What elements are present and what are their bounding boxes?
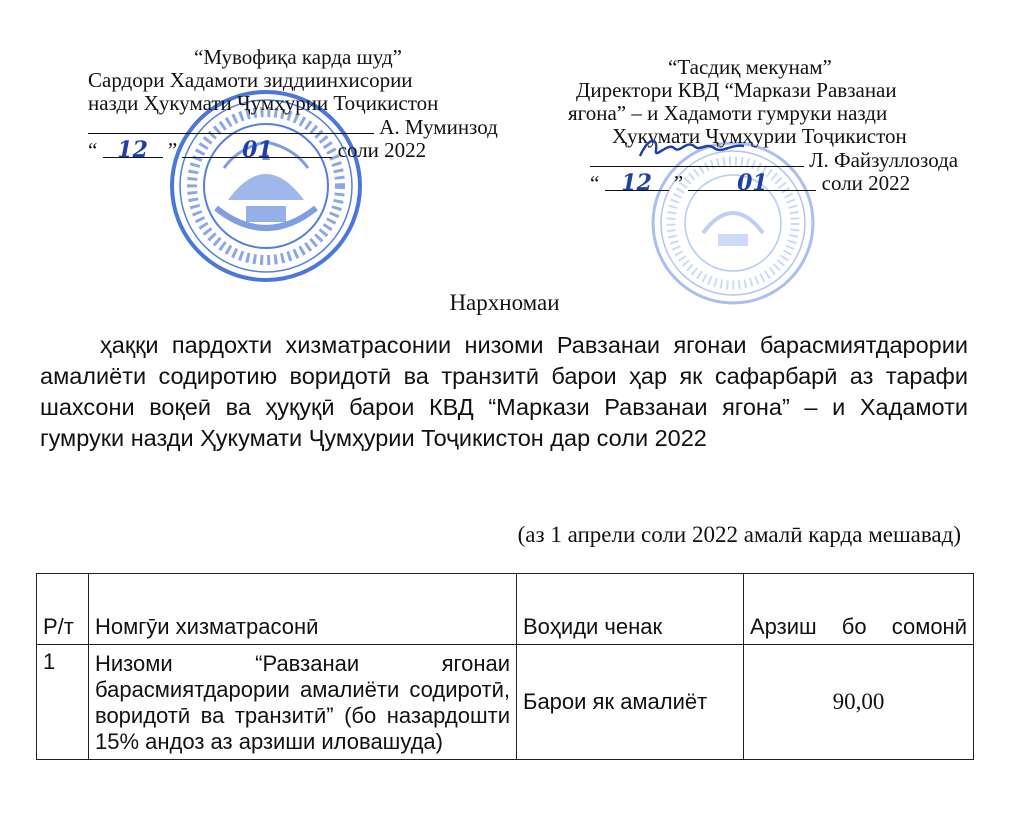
price-cell: 90,00 (744, 645, 974, 760)
signature-underline (88, 115, 374, 134)
service-name-cell: Низоми “Равзанаи ягонаи барасмиятдарории амалиёти содиротӣ, воридотӣ ва транзитӣ” (бо назардошти 15% андоз аз арзиши иловашуда) (89, 645, 517, 760)
date-day-field (103, 137, 163, 163)
approval-left-position-2: назди Ҳукумати Ҷумҳурии Тоҷикистон (88, 91, 439, 115)
date-day-value: 12 (621, 170, 652, 196)
header-service-name: Номгӯи хизматрасонӣ (89, 574, 517, 645)
approval-right-signature-line (568, 148, 988, 172)
date-month-value: 01 (242, 137, 273, 163)
approval-left-position-1: Сардори Хадамоти зиддиинхисории (88, 68, 413, 92)
signature-underline (590, 148, 804, 167)
approval-right-signer: Л. Файзуллозода (809, 148, 959, 172)
date-year-text: соли 2022 (337, 138, 427, 162)
document-title: Нархномаи (449, 290, 560, 315)
approval-right-heading: “Тасдиқ мекунам” (668, 55, 832, 79)
approval-block-left (88, 46, 528, 162)
approval-left-heading: “Мувофиқа карда шуд” (194, 45, 402, 69)
approval-right-position-1: Директори КВД “Маркази Равзанаи (576, 78, 897, 102)
date-month-field (688, 170, 816, 196)
date-open-quote: “ (88, 138, 98, 162)
price-table (36, 573, 974, 760)
unit-cell: Барои як амалиёт (517, 645, 744, 760)
header-price: Арзиш бо сомонӣ (744, 574, 974, 645)
header-row-number: Р/т (37, 574, 89, 645)
table-header-row (37, 574, 974, 645)
approval-right-position-3: Ҳукумати Ҷумҳурии Тоҷикистон (612, 124, 907, 148)
handwritten-signature-icon (634, 132, 754, 166)
date-close-quote: ” (673, 171, 684, 195)
approval-right-position-2: ягона” – и Хадамоти гумруки назди (568, 101, 888, 125)
table-row (37, 645, 974, 760)
header-unit: Воҳиди ченак (517, 574, 744, 645)
date-month-value: 01 (737, 170, 768, 196)
date-month-field (182, 137, 332, 163)
document-intro-paragraph: ҳаққи пардохти хизматрасонии низоми Равзанаи ягонаи барасмиятдарории амалиёти содиротию воридотӣ ва транзитӣ барои ҳар як сафарбарӣ аз тарафи шахсони воқеӣ ва ҳуқуқӣ барои КВД “Маркази Равзанаи ягона” – и Хадамоти гумруки назди Ҳукумати Ҷумҳурии Тоҷикистон дар соли 2022 (40, 332, 968, 451)
row-number-cell: 1 (37, 645, 89, 760)
date-day-value: 12 (117, 137, 148, 163)
date-open-quote: “ (590, 171, 600, 195)
approval-left-date (88, 139, 528, 162)
effective-date-note: (аз 1 апрели соли 2022 амалӣ карда мешавад) (517, 522, 961, 547)
approval-right-date (568, 172, 988, 195)
date-close-quote: ” (167, 138, 178, 162)
approval-left-signer: А. Муминзод (379, 115, 498, 139)
approval-left-signature-line (88, 115, 528, 139)
date-year-text: соли 2022 (821, 171, 911, 195)
date-day-field (605, 170, 669, 196)
approval-block-right (568, 56, 988, 195)
